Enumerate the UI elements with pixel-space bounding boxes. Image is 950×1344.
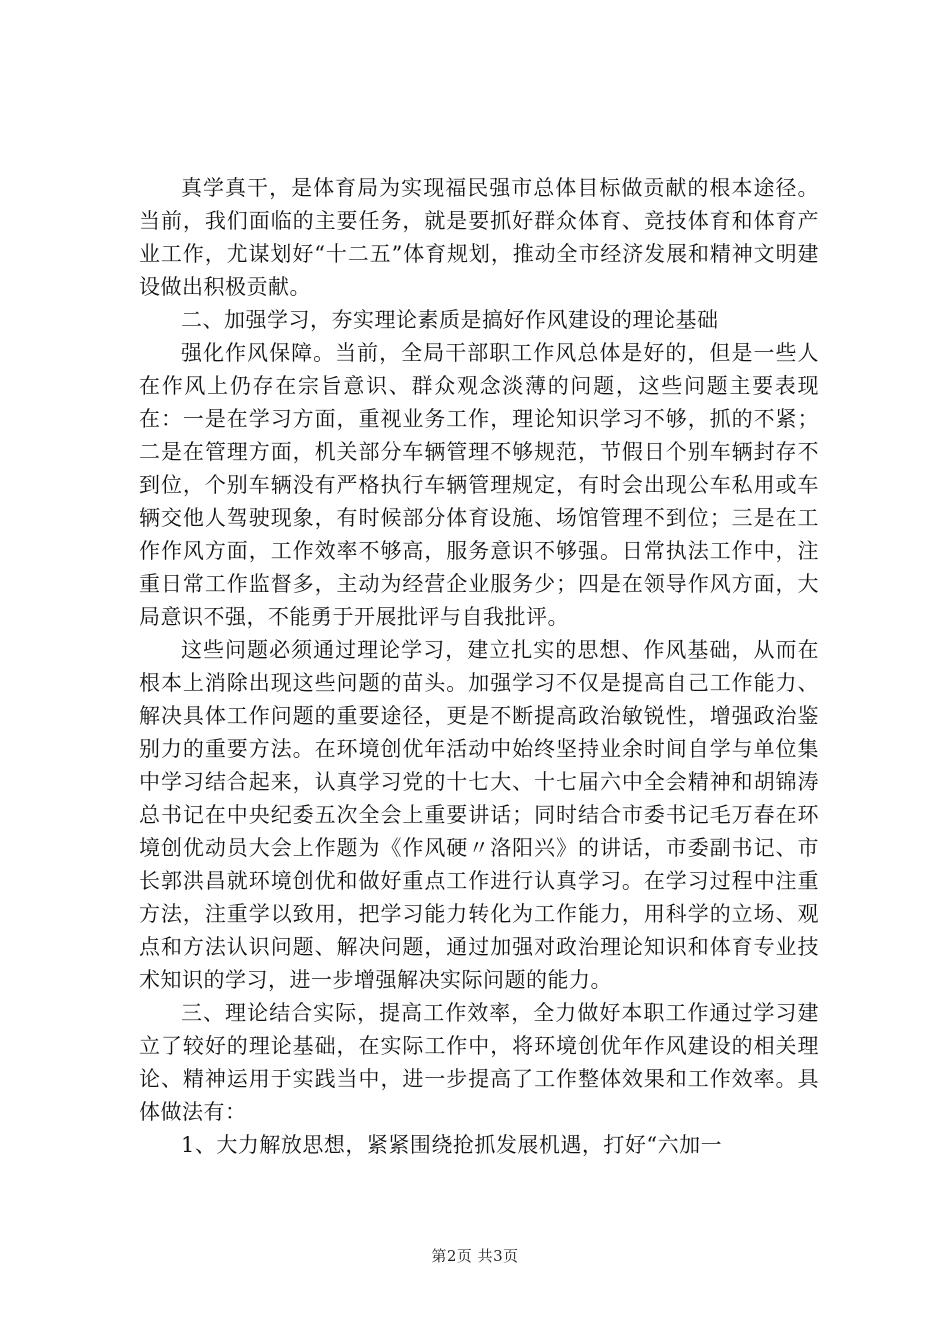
- page-number-label: 第2页 共3页: [431, 1247, 519, 1265]
- paragraph-2: 强化作风保障。当前，全局干部职工作风总体是好的，但是一些人在作风上仍存在宗旨意识、群众观念淡薄的问题，这些问题主要表现在：一是在学习方面，重视业务工作，理论知识学习不够，抓的不紧；二是在管理方面，机关部分车辆管理不够规范，节假日个别车辆封存不到位，个别车辆没有严格执行车辆管理规定，有时会出现公车私用或车辆交他人驾驶现象，有时候部分体育设施、场馆管理不到位；三是在工作作风方面，工作效率不够高，服务意识不够强。日常执法工作中，注重日常工作监督多，主动为经营企业服务少；四是在领导作风方面，大局意识不强，不能勇于开展批评与自我批评。: [139, 341, 819, 629]
- document-body: [139, 172, 819, 1162]
- section-heading-2: 二、加强学习，夯实理论素质是搞好作风建设的理论基础: [181, 308, 719, 332]
- paragraph-1: 真学真干，是体育局为实现福民强市总体目标做贡献的根本途径。当前，我们面临的主要任务，就是要抓好群众体育、竞技体育和体育产业工作，尤谋划好“十二五”体育规划，推动全市经济发展和精神文明建设做出积极贡献。: [139, 176, 819, 299]
- paragraph-4: 三、理论结合实际，提高工作效率，全力做好本职工作通过学习建立了较好的理论基础，在实际工作中，将环境创优年作风建设的相关理论、精神运用于实践当中，进一步提高了工作整体效果和工作效率。具体做法有：: [139, 1001, 819, 1124]
- paragraph-5: 1、大力解放思想，紧紧围绕抢抓发展机遇，打好“六加一: [181, 1133, 723, 1157]
- paragraph-3: 这些问题必须通过理论学习，建立扎实的思想、作风基础，从而在根本上消除出现这些问题的苗头。加强学习不仅是提高自己工作能力、解决具体工作问题的重要途径，更是不断提高政治敏锐性，增强政治鉴别力的重要方法。在环境创优年活动中始终坚持业余时间自学与单位集中学习结合起来，认真学习党的十七大、十七届六中全会精神和胡锦涛总书记在中央纪委五次全会上重要讲话；同时结合市委书记毛万春在环境创优动员大会上作题为《作风硬〃洛阳兴》的讲话，市委副书记、市长郭洪昌就环境创优和做好重点工作进行认真学习。在学习过程中注重方法，注重学以致用，把学习能力转化为工作能力，用科学的立场、观点和方法认识问题、解决问题，通过加强对政治理论知识和体育专业技术知识的学习，进一步增强解决实际问题的能力。: [139, 638, 819, 992]
- page-footer: [0, 1245, 950, 1266]
